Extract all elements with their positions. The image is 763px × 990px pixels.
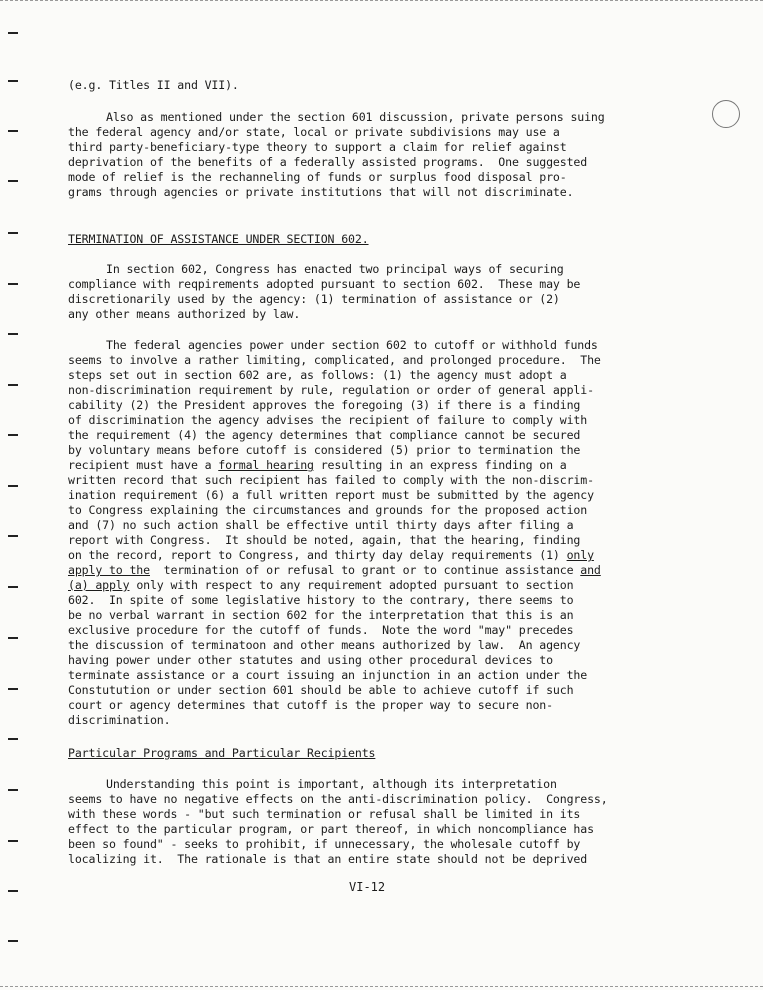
para3-line: terminate assistance or a court issuing an injunction in an action under the	[68, 668, 588, 682]
para4-line: seems to have no negative effects on the anti-discrimination policy. Congress,	[68, 792, 608, 806]
margin-mark	[8, 485, 18, 487]
para3-line: exclusive procedure for the cutoff of funds. Note the word "may" precedes	[68, 623, 574, 637]
text-run: on the record, report to Congress, and thirty day delay requirements (1)	[68, 548, 567, 562]
para3-line	[68, 563, 601, 578]
text-run: resulting in an express finding on a	[313, 458, 567, 472]
underlined-text: and	[580, 563, 601, 577]
para3-line: steps set out in section 602 are, as follows: (1) the agency must adopt a	[68, 368, 567, 382]
para3-line: cability (2) the President approves the foregoing (3) if there is a finding	[68, 398, 581, 412]
underlined-text: formal hearing	[218, 458, 314, 472]
para2-line: any other means authorized by law.	[68, 307, 301, 321]
para3-line: by voluntary means before cutoff is considered (5) prior to termination the	[68, 443, 581, 457]
para4-line: Understanding this point is important, although its interpretation	[106, 777, 557, 791]
para3-line: of discrimination the agency advises the recipient of failure to comply with	[68, 413, 588, 427]
margin-mark	[8, 890, 18, 892]
para3-line: the requirement (4) the agency determines that compliance cannot be secured	[68, 428, 581, 442]
margin-mark	[8, 535, 18, 537]
para3-line	[68, 548, 594, 563]
para3-line: report with Congress. It should be noted, again, that the hearing, finding	[68, 533, 581, 547]
para1-line: deprivation of the benefits of a federally assisted programs. One suggested	[68, 155, 588, 169]
margin-mark	[8, 688, 18, 690]
subsection-heading: Particular Programs and Particular Recipients	[68, 746, 376, 760]
margin-mark	[8, 586, 18, 588]
margin-mark	[8, 80, 18, 82]
margin-mark	[8, 283, 18, 285]
para3-line: discrimination.	[68, 713, 171, 727]
margin-mark	[8, 738, 18, 740]
para1-line: grams through agencies or private institutions that will not discriminate.	[68, 185, 574, 199]
para2-line: compliance with reqpirements adopted pursuant to section 602. These may be	[68, 277, 581, 291]
para4-line: been so found" - seeks to prohibit, if unnecessary, the wholesale cutoff by	[68, 837, 581, 851]
para1-line: the federal agency and/or state, local or private subdivisions may use a	[68, 125, 560, 139]
margin-mark	[8, 637, 18, 639]
margin-mark	[8, 434, 18, 436]
para1-line: third party-beneficiary-type theory to support a claim for relief against	[68, 140, 567, 154]
para3-line: the discussion of terminatoon and other means authorized by law. An agency	[68, 638, 581, 652]
margin-mark	[8, 840, 18, 842]
para3-line: having power under other statutes and using other procedural devices to	[68, 653, 553, 667]
para3-line: ination requirement (6) a full written report must be submitted by the agency	[68, 488, 594, 502]
margin-mark	[8, 32, 18, 34]
underlined-text: only	[566, 548, 594, 562]
margin-mark	[8, 789, 18, 791]
margin-mark	[8, 180, 18, 182]
para2-line: In section 602, Congress has enacted two principal ways of securing	[106, 262, 564, 276]
para3-line: to Congress explaining the circumstances and grounds for the proposed action	[68, 503, 588, 517]
para3-line: and (7) no such action shall be effective until thirty days after filing a	[68, 518, 574, 532]
para1-line: Also as mentioned under the section 601 discussion, private persons suing	[106, 110, 605, 124]
underlined-text: apply to the	[68, 563, 150, 577]
para3-line	[68, 458, 567, 473]
margin-mark	[8, 940, 18, 942]
para3-line: 602. In spite of some legislative history to the contrary, there seems to	[68, 593, 574, 607]
para3-line: written record that such recipient has failed to comply with the non-discrim-	[68, 473, 594, 487]
punch-hole-mark	[712, 100, 740, 128]
margin-mark	[8, 333, 18, 335]
para3-line: Constutution or under section 601 should be able to achieve cutoff if such	[68, 683, 574, 697]
page-number: VI-12	[349, 880, 386, 894]
text-run: only with respect to any requirement adopted pursuant to section	[129, 578, 574, 592]
para3-line	[68, 578, 573, 593]
para1-line: mode of relief is the rechanneling of funds or surplus food disposal pro-	[68, 170, 567, 184]
header-fragment: (e.g. Titles II and VII).	[68, 78, 239, 92]
para4-line: effect to the particular program, or part thereof, in which noncompliance has	[68, 822, 594, 836]
top-edge	[0, 0, 763, 3]
text-run: recipient must have a	[68, 458, 219, 472]
para4-line: localizing it. The rationale is that an entire state should not be deprived	[68, 852, 588, 866]
para3-line: The federal agencies power under section 602 to cutoff or withhold funds	[106, 338, 598, 352]
para3-line: non-discrimination requirement by rule, regulation or order of general appli-	[68, 383, 594, 397]
para3-line: court or agency determines that cutoff is the proper way to secure non-	[68, 698, 553, 712]
para3-line: be no verbal warrant in section 602 for the interpretation that this is an	[68, 608, 574, 622]
text-run: termination of or refusal to grant or to continue assistance	[149, 563, 581, 577]
margin-mark	[8, 232, 18, 234]
margin-mark	[8, 130, 18, 132]
section-heading: TERMINATION OF ASSISTANCE UNDER SECTION 602.	[68, 232, 369, 246]
para3-line: seems to involve a rather limiting, complicated, and prolonged procedure. The	[68, 353, 601, 367]
para2-line: discretionarily used by the agency: (1) termination of assistance or (2)	[68, 292, 560, 306]
underlined-text: (a) apply	[68, 578, 130, 592]
para4-line: with these words - "but such termination or refusal shall be limited in its	[68, 807, 581, 821]
margin-mark	[8, 384, 18, 386]
bottom-edge	[0, 986, 763, 989]
